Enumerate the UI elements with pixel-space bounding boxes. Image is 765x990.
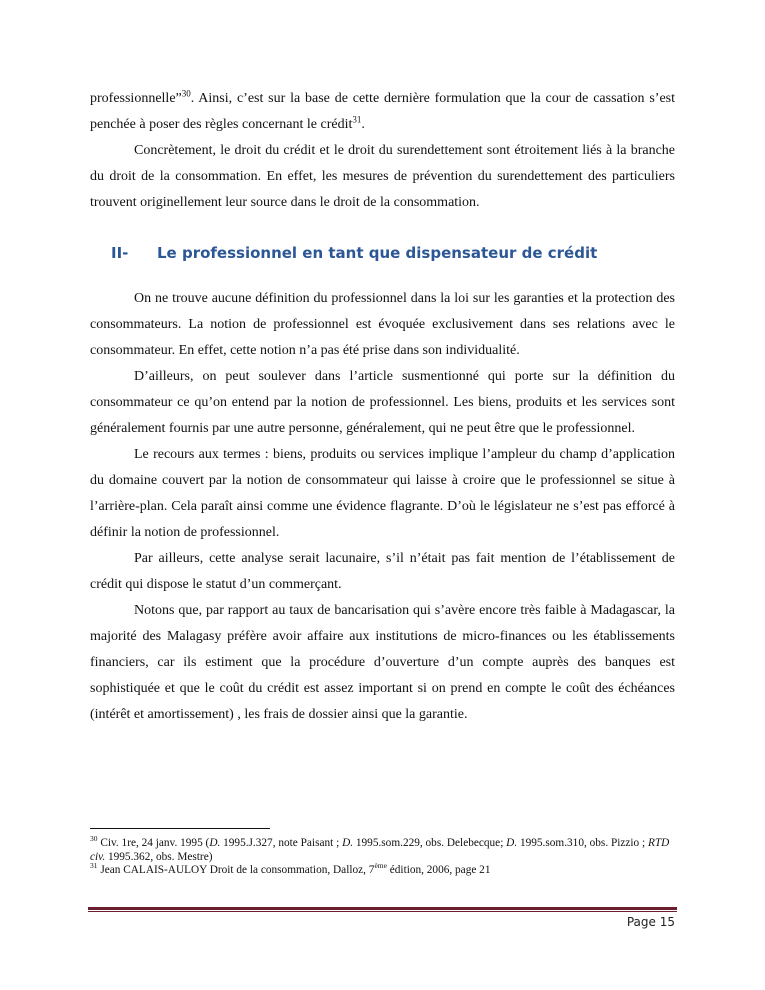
paragraph-analysis: Par ailleurs, cette analyse serait lacunaire, s’il n’était pas fait mention de l’établissement de crédit qui dispose le statut d’un commerçant.: [90, 551, 675, 592]
page-number: Page 15: [626, 915, 675, 929]
paragraph-article: D’ailleurs, on peut soulever dans l’article susmentionné qui porte sur la définition du consommateur ce qu’on entend par la notion de professionnel. Les biens, produits et les services sont généralement fournis par une autre personne, généralement, qui ne peut être que le professionnel.: [90, 369, 675, 436]
text-span: 1995.som.229, obs. Delebecque;: [353, 837, 507, 849]
text-span: 1995.som.310, obs. Pizzio ;: [517, 837, 648, 849]
paragraph-credit-law: Concrètement, le droit du crédit et le droit du surendettement sont étroitement liés à la branche du droit de la consommation. En effet, les mesures de prévention du surendettement des particuliers trouvent originellement leur source dans le droit de la consommation.: [90, 143, 675, 210]
footnote-mark: 30: [90, 834, 98, 844]
paragraph-definition: On ne trouve aucune définition du professionnel dans la loi sur les garanties et la protection des consommateurs. La notion de professionnel est évoquée exclusivement dans ses relations avec le consommateur. En effet, cette notion n’a pas été prise dans son individualité.: [90, 291, 675, 358]
footnote-mark: 31: [90, 861, 98, 871]
italic-span: RTD civ.: [90, 837, 670, 863]
footnote-30: [90, 834, 675, 864]
paragraph-terms: Le recours aux termes : biens, produits ou services implique l’ampleur du champ d’application du domaine couvert par la notion de consommateur qui laisse à croire que le professionnel se situe à l’arrière-plan. Cela paraît ainsi comme une évidence flagrante. D’où le législateur ne s’est pas efforcé à définir la notion de professionnel.: [90, 447, 675, 540]
paragraph-continuation: [90, 86, 675, 138]
text-span: 1995.362, obs. Mestre): [105, 850, 213, 863]
superscript: ème: [374, 861, 387, 871]
section-heading: [111, 240, 675, 266]
footnote-ref-30[interactable]: 30: [181, 88, 191, 99]
paragraph-bancarisation: Notons que, par rapport au taux de bancarisation qui s’avère encore très faible à Madagascar, la majorité des Malagasy préfère avoir affaire aux institutions de micro-finances ou les établissements financiers, car ils estiment que la procédure d’ouverture d’un compte auprès des banques est sophistiquée et que le coût du crédit est assez important si on prend en compte le coût des échéances (intérêt et amortissement) , les frais de dossier ainsi que la garantie.: [90, 603, 675, 722]
italic-span: D.: [506, 837, 518, 849]
text-span: . Ainsi, c’est sur la base de cette dernière formulation que la cour de cassation s’est penchée à poser des règles concernant le crédit: [90, 91, 675, 132]
footnote-ref-31[interactable]: 31: [352, 114, 362, 125]
footnote-separator: [90, 828, 270, 829]
section-title: Le professionnel en tant que dispensateur de crédit: [157, 244, 598, 262]
page-body: [90, 86, 675, 728]
text-span: professionnelle”: [90, 91, 182, 106]
text-span: .: [361, 117, 365, 132]
footer-rule-thick: [88, 907, 677, 910]
italic-span: D.: [342, 837, 354, 849]
text-span: édition, 2006, page 21: [386, 864, 491, 876]
footnote-31: [90, 861, 675, 878]
text-span: Jean CALAIS-AULOY Droit de la consommation, Dalloz, 7: [97, 864, 375, 876]
text-span: 1995.J.327, note Paisant ;: [220, 837, 343, 849]
italic-span: D.: [209, 837, 221, 849]
footer-rule-thin: [88, 911, 677, 912]
section-number: II-: [111, 244, 129, 262]
footnotes: [90, 828, 675, 878]
text-span: Civ. 1re, 24 janv. 1995 (: [97, 837, 210, 849]
